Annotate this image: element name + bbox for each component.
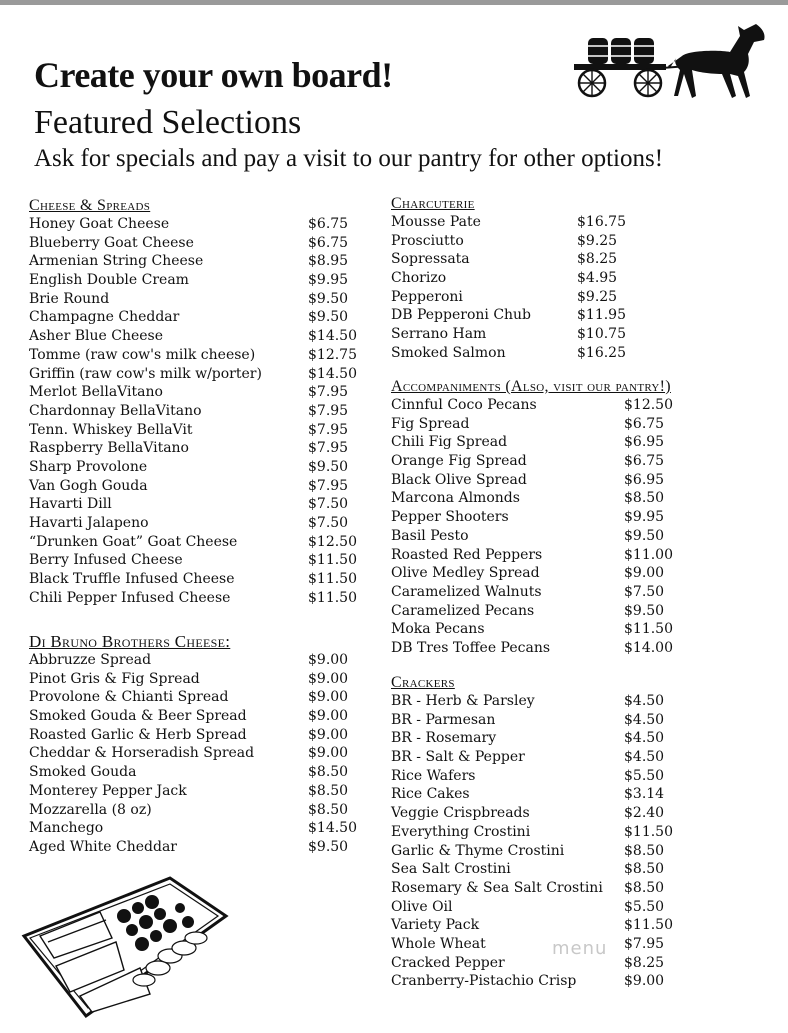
item-price: $9.95	[624, 509, 665, 526]
item-price: $11.50	[624, 823, 673, 840]
item-name: Tomme (raw cow's milk cheese)	[29, 346, 256, 363]
menu-item	[391, 433, 771, 452]
menu-item	[29, 744, 369, 763]
item-name: BR - Salt & Pepper	[391, 749, 525, 766]
item-price: $11.50	[308, 589, 357, 606]
section-title: Accompaniments (Also, visit our pantry!)	[391, 378, 671, 395]
horse-wagon-icon	[570, 16, 770, 102]
menu-item	[391, 527, 771, 546]
menu-item	[391, 213, 691, 232]
item-name: Roasted Garlic & Herb Spread	[29, 726, 247, 743]
item-price: $12.75	[308, 346, 357, 363]
menu-item	[29, 819, 369, 838]
item-price: $8.50	[624, 490, 665, 507]
item-name: Asher Blue Cheese	[29, 328, 164, 345]
item-price: $7.50	[308, 515, 349, 531]
item-name: Sopressata	[391, 251, 470, 268]
item-name: Rice Cakes	[391, 786, 470, 803]
item-name: DB Pepperoni Chub	[391, 307, 532, 324]
item-price: $9.00	[624, 973, 665, 990]
item-name: Smoked Salmon	[391, 344, 506, 361]
item-name: Black Truffle Infused Cheese	[29, 571, 235, 588]
menu-item	[391, 564, 771, 583]
item-name: Caramelized Pecans	[391, 602, 535, 619]
section-accompaniments	[391, 377, 771, 658]
item-price: $3.14	[624, 786, 665, 803]
item-price: $16.25	[577, 344, 626, 361]
item-name: Black Olive Spread	[391, 471, 527, 488]
item-price: $4.95	[577, 270, 618, 287]
charcuterie-board-icon	[20, 876, 230, 1021]
item-price: $10.75	[577, 326, 626, 343]
item-name: Brie Round	[29, 290, 110, 307]
menu-item	[29, 383, 369, 402]
menu-item	[29, 402, 369, 421]
item-price: $8.50	[624, 842, 665, 859]
item-name: Everything Crostini	[391, 823, 531, 840]
item-name: Whole Wheat	[391, 935, 486, 952]
menu-item	[391, 288, 691, 307]
item-name: Basil Pesto	[391, 527, 469, 544]
menu-item	[391, 692, 771, 711]
menu-item	[29, 327, 369, 346]
item-price: $9.00	[308, 689, 349, 706]
item-name: Pepperoni	[391, 288, 463, 305]
item-name: Havarti Jalapeno	[29, 515, 149, 531]
item-name: Cranberry-Pistachio Crisp	[391, 973, 577, 990]
item-price: $8.25	[577, 251, 618, 268]
item-name: Blueberry Goat Cheese	[29, 234, 194, 251]
item-price: $6.75	[624, 415, 665, 432]
item-price: $9.50	[308, 309, 349, 326]
item-name: BR - Herb & Parsley	[391, 693, 535, 709]
item-name: Chorizo	[391, 270, 447, 287]
item-name: Pinot Gris & Fig Spread	[29, 670, 200, 687]
item-name: Garlic & Thyme Crostini	[391, 842, 565, 859]
menu-item	[391, 823, 771, 842]
item-name: Chili Fig Spread	[391, 434, 508, 451]
item-price: $7.95	[308, 384, 349, 401]
item-name: Tenn. Whiskey BellaVit	[29, 421, 193, 438]
item-price: $11.50	[624, 621, 673, 638]
menu-item	[29, 707, 369, 726]
menu-item	[391, 452, 771, 471]
section-cheese-spreads	[29, 196, 369, 607]
menu-item	[29, 421, 369, 440]
item-name: BR - Parmesan	[391, 711, 496, 728]
item-name: Griffin (raw cow's milk w/porter)	[29, 365, 262, 382]
item-price: $8.50	[624, 861, 665, 878]
item-price: $11.00	[624, 546, 673, 563]
item-name: Variety Pack	[391, 917, 480, 934]
menu-item	[29, 271, 369, 290]
item-price: $9.00	[308, 726, 349, 743]
menu-item	[391, 879, 771, 898]
item-price: $9.00	[624, 565, 665, 582]
item-name: Havarti Dill	[29, 496, 112, 513]
item-name: Moka Pecans	[391, 621, 485, 638]
item-name: Smoked Gouda	[29, 764, 137, 781]
menu-item	[391, 344, 691, 363]
item-price: $9.25	[577, 288, 618, 305]
item-price: $8.25	[624, 954, 665, 971]
item-price: $6.95	[624, 471, 665, 488]
section-charcuterie	[391, 194, 691, 363]
item-price: $8.95	[308, 253, 349, 270]
item-name: DB Tres Toffee Pecans	[391, 639, 551, 656]
item-price: $9.50	[308, 838, 349, 855]
menu-item	[391, 489, 771, 508]
menu-item	[29, 763, 369, 782]
item-name: Aged White Cheddar	[29, 838, 177, 855]
item-price: $5.50	[624, 898, 665, 915]
item-name: Cheddar & Horseradish Spread	[29, 745, 255, 762]
menu-item	[29, 551, 369, 570]
menu-item	[391, 767, 771, 786]
item-price: $7.95	[308, 421, 349, 438]
item-name: Marcona Almonds	[391, 490, 520, 507]
menu-item	[391, 972, 771, 991]
menu-item	[391, 508, 771, 527]
item-name: Pepper Shooters	[391, 509, 509, 526]
item-name: Rosemary & Sea Salt Crostini	[391, 879, 603, 896]
top-border	[0, 0, 788, 5]
menu-item	[391, 602, 771, 621]
menu-item	[391, 898, 771, 917]
item-price: $4.50	[624, 711, 665, 728]
item-name: Armenian String Cheese	[29, 253, 204, 270]
item-name: Veggie Crispbreads	[391, 805, 530, 822]
item-name: “Drunken Goat” Goat Cheese	[29, 533, 238, 550]
item-price: $2.40	[624, 805, 665, 822]
item-name: Cracked Pepper	[391, 954, 505, 971]
item-name: Prosciutto	[391, 232, 464, 249]
menu-item	[391, 620, 771, 639]
item-price: $12.50	[624, 397, 673, 413]
item-name: Mozzarella (8 oz)	[29, 801, 152, 818]
menu-item	[29, 726, 369, 745]
menu-item	[391, 860, 771, 879]
menu-item	[29, 439, 369, 458]
item-name: Roasted Red Peppers	[391, 546, 543, 563]
item-price: $9.25	[577, 232, 618, 249]
menu-item	[29, 570, 369, 589]
menu-item	[391, 546, 771, 565]
menu-item	[391, 306, 691, 325]
item-name: Abbruzze Spread	[29, 652, 152, 668]
item-price: $4.50	[624, 693, 665, 709]
menu-item	[29, 365, 369, 384]
menu-item	[391, 842, 771, 861]
item-name: Honey Goat Cheese	[29, 216, 170, 232]
section-title: Di Bruno Brothers Cheese:	[29, 632, 231, 651]
menu-item	[29, 477, 369, 496]
item-price: $7.50	[308, 496, 349, 513]
item-name: Caramelized Walnuts	[391, 583, 542, 600]
item-name: Monterey Pepper Jack	[29, 782, 187, 799]
menu-item	[391, 396, 771, 415]
item-name: Fig Spread	[391, 415, 470, 432]
item-price: $8.50	[624, 879, 665, 896]
menu-item	[29, 346, 369, 365]
menu-item	[391, 269, 691, 288]
item-price: $4.50	[624, 749, 665, 766]
menu-item	[29, 308, 369, 327]
watermark: menu	[552, 938, 608, 959]
item-price: $16.75	[577, 214, 626, 230]
item-name: Sea Salt Crostini	[391, 861, 511, 878]
item-price: $8.50	[308, 782, 349, 799]
page-tagline: Ask for specials and pay a visit to our pantry for other options!	[34, 145, 664, 172]
item-price: $8.50	[308, 801, 349, 818]
item-price: $7.50	[624, 583, 665, 600]
menu-item	[29, 670, 369, 689]
section-title: Crackers	[391, 674, 455, 691]
item-name: Mousse Pate	[391, 214, 481, 230]
item-name: Champagne Cheddar	[29, 309, 180, 326]
item-price: $6.95	[624, 434, 665, 451]
menu-item	[391, 785, 771, 804]
menu-item	[29, 589, 369, 608]
item-name: Orange Fig Spread	[391, 453, 527, 470]
item-price: $14.50	[308, 365, 357, 382]
item-price: $9.95	[308, 272, 349, 289]
item-name: Manchego	[29, 820, 104, 837]
item-name: Olive Oil	[391, 898, 453, 915]
menu-item	[29, 495, 369, 514]
item-price: $4.50	[624, 730, 665, 747]
item-name: Cinnful Coco Pecans	[391, 397, 537, 413]
menu-item	[29, 458, 369, 477]
item-price: $14.50	[308, 328, 357, 345]
item-name: Smoked Gouda & Beer Spread	[29, 708, 247, 725]
item-price: $11.50	[624, 917, 673, 934]
item-price: $9.00	[308, 745, 349, 762]
item-price: $9.00	[308, 670, 349, 687]
item-price: $7.95	[624, 935, 665, 952]
menu-item	[29, 252, 369, 271]
item-price: $9.50	[624, 602, 665, 619]
item-price: $9.00	[308, 652, 349, 668]
item-name: English Double Cream	[29, 272, 189, 289]
menu-item	[391, 916, 771, 935]
menu-item	[29, 688, 369, 707]
menu-item	[29, 215, 369, 234]
item-price: $9.50	[308, 290, 349, 307]
item-name: Chardonnay BellaVitano	[29, 402, 202, 419]
menu-item	[29, 801, 369, 820]
item-name: Olive Medley Spread	[391, 565, 540, 582]
menu-item	[29, 651, 369, 670]
item-name: Merlot BellaVitano	[29, 384, 163, 401]
menu-item	[29, 290, 369, 309]
section-di-bruno-brothers	[29, 632, 369, 857]
item-price: $5.50	[624, 767, 665, 784]
item-price: $9.50	[624, 527, 665, 544]
menu-item	[391, 711, 771, 730]
item-price: $9.00	[308, 708, 349, 725]
item-name: BR - Rosemary	[391, 730, 497, 747]
item-price: $6.75	[624, 453, 665, 470]
page-subtitle: Featured Selections	[34, 104, 302, 141]
item-name: Rice Wafers	[391, 767, 476, 784]
menu-item	[391, 729, 771, 748]
item-price: $14.50	[308, 820, 357, 837]
item-price: $11.95	[577, 307, 626, 324]
item-price: $7.95	[308, 440, 349, 457]
menu-item	[391, 804, 771, 823]
menu-item	[391, 583, 771, 602]
section-title: Charcuterie	[391, 195, 475, 212]
item-price: $6.75	[308, 216, 349, 232]
item-price: $11.50	[308, 552, 357, 569]
item-price: $7.95	[308, 477, 349, 494]
menu-item	[29, 234, 369, 253]
menu-item	[391, 250, 691, 269]
item-price: $8.50	[308, 764, 349, 781]
item-price: $12.50	[308, 533, 357, 550]
section-title: Cheese & Spreads	[29, 197, 151, 214]
menu-item	[29, 782, 369, 801]
menu-item	[391, 325, 691, 344]
item-price: $14.00	[624, 639, 673, 656]
menu-item	[29, 838, 369, 857]
item-name: Berry Infused Cheese	[29, 552, 183, 569]
menu-item	[391, 471, 771, 490]
menu-item	[391, 748, 771, 767]
item-name: Sharp Provolone	[29, 458, 148, 475]
item-price: $6.75	[308, 234, 349, 251]
menu-item	[29, 514, 369, 533]
item-name: Chili Pepper Infused Cheese	[29, 589, 231, 606]
item-price: $11.50	[308, 571, 357, 588]
item-name: Provolone & Chianti Spread	[29, 689, 229, 706]
menu-item	[391, 232, 691, 251]
page-title: Create your own board!	[34, 55, 393, 95]
menu-item	[391, 639, 771, 658]
menu-item	[391, 415, 771, 434]
item-price: $7.95	[308, 402, 349, 419]
item-name: Raspberry BellaVitano	[29, 440, 189, 457]
item-price: $9.50	[308, 458, 349, 475]
menu-item	[29, 533, 369, 552]
item-name: Van Gogh Gouda	[29, 477, 148, 494]
item-name: Serrano Ham	[391, 326, 487, 343]
